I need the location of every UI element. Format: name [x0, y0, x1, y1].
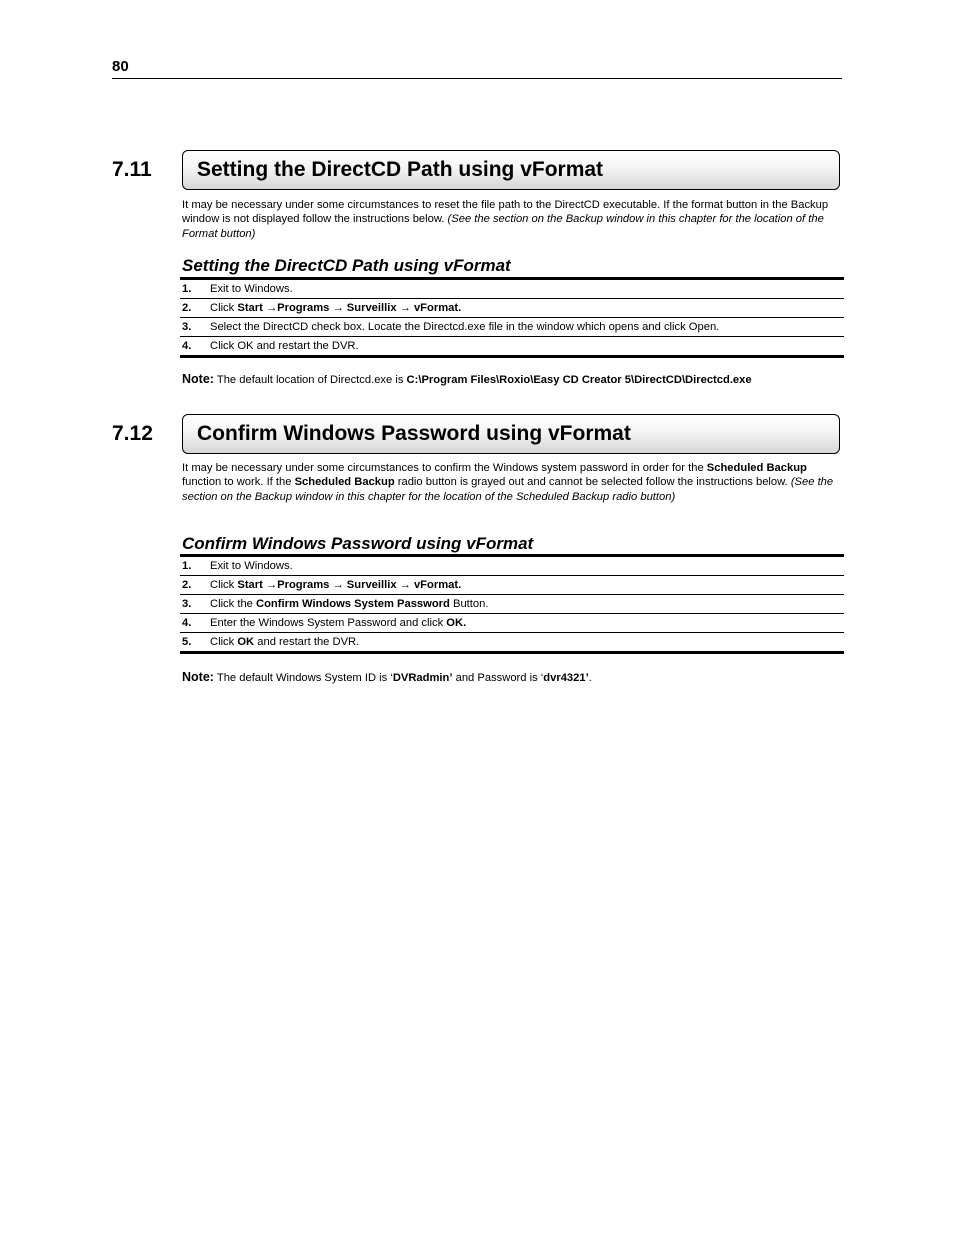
section-title-box-7-12 — [182, 414, 840, 454]
note-7-11: Note: The default location of Directcd.exe is C:\Program Files\Roxio\Easy CD Creator 5\DirectCD\Directcd.exe — [182, 372, 752, 386]
table-row: 1. Exit to Windows. — [180, 279, 844, 299]
note-7-12: Note: The default Windows System ID is ‘DVRadmin’ and Password is ‘dvr4321’. — [182, 670, 592, 684]
header-rule — [112, 78, 842, 79]
steps-table-7-12 — [180, 554, 844, 654]
table-row: 3. Click the Confirm Windows System Password Button. — [180, 595, 844, 614]
section-number-7-11: 7.11 — [112, 158, 152, 181]
table-row: 2. Click Start →Programs → Surveillix → vFormat. — [180, 299, 844, 318]
table-row: 4. Enter the Windows System Password and click OK. — [180, 614, 844, 633]
sub-heading-7-11: Setting the DirectCD Path using vFormat — [182, 256, 511, 275]
table-row: 4. Click OK and restart the DVR. — [182, 340, 359, 352]
table-row: 2. Click Start →Programs → Surveillix → vFormat. — [180, 576, 844, 595]
section-title-box-7-11 — [182, 150, 840, 190]
table-row: 5. Click OK and restart the DVR. — [182, 636, 360, 648]
section-number-7-12: 7.12 — [112, 422, 153, 445]
section-intro-7-11: It may be necessary under some circumstances to reset the file path to the DirectCD executable. If the format button in the Backup window is not displayed follow the instructions below. (See the section on the Backup window in this chapter for the location of the Format button) — [182, 199, 829, 240]
sub-heading-7-12: Confirm Windows Password using vFormat — [182, 534, 534, 553]
section-title: Confirm Windows Password using vFormat — [197, 422, 631, 445]
page-number: 80 — [112, 58, 129, 75]
table-row: 3. Select the DirectCD check box. Locate the Directcd.exe file in the window which opens and click Open. — [180, 318, 844, 337]
section-intro-7-12: It may be necessary under some circumstances to confirm the Windows system password in order for the Scheduled Backup function to work. If the Scheduled Backup radio button is grayed out and cannot be selected follow the instructions below. (See the section on the Backup window in this chapter for the location of the Scheduled Backup radio button) — [182, 462, 834, 503]
steps-table-7-11 — [180, 277, 844, 358]
section-title: Setting the DirectCD Path using vFormat — [197, 158, 604, 181]
table-row: 1. Exit to Windows. — [180, 556, 844, 576]
